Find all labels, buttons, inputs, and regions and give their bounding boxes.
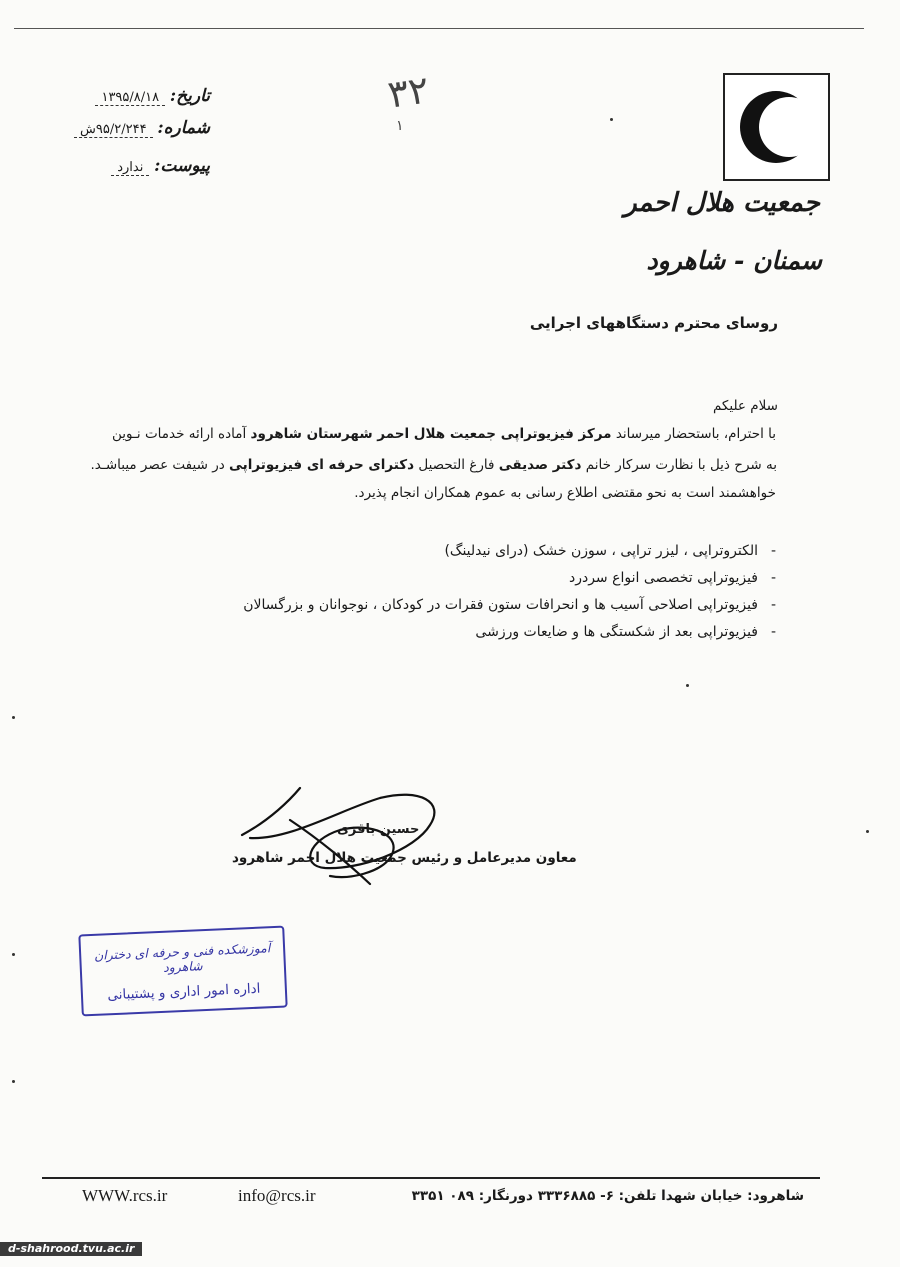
source-watermark: d-shahrood.tvu.ac.ir [0, 1242, 142, 1256]
p1-center-name: مرکز فیزیوتراپی جمعیت هلال احمر شهرستان شاهرود [250, 426, 612, 442]
recipient-heading: روسای محترم دستگاههای اجرایی [529, 314, 778, 332]
list-item: -الکتروتراپی ، لیزر تراپی ، سوزن خشک (درای نیدلینگ) [444, 543, 776, 559]
date-label: تاریخ: [169, 86, 210, 106]
list-item: -فیزیوتراپی بعد از شکستگی ها و ضایعات ورزشی [475, 624, 776, 640]
service-text: الکتروتراپی ، لیزر تراپی ، سوزن خشک (درای نیدلینگ) [444, 543, 758, 559]
p2-doctor-name: دکتر صدیقی [498, 457, 582, 473]
signatory-name: حسین باقری [337, 822, 420, 837]
stamp-line-1: آموزشکده فنی و حرفه ای دختران شاهرود [93, 940, 271, 975]
scan-speck [12, 1080, 15, 1083]
scan-speck [610, 118, 613, 121]
meta-date [50, 86, 210, 106]
footer-website: WWW.rcs.ir [82, 1186, 168, 1205]
red-crescent-logo [723, 73, 830, 181]
footer-divider [42, 1177, 820, 1179]
list-item: -فیزیوتراپی تخصصی انواع سردرد [568, 570, 776, 586]
blue-stamp [78, 926, 287, 1017]
greeting: سلام علیکم [712, 398, 778, 414]
crescent-icon [725, 75, 828, 179]
meta-attachment [50, 156, 210, 176]
services-list [176, 538, 776, 646]
handwritten-small-mark: ١ [396, 118, 404, 134]
paragraph-line-2 [91, 457, 778, 473]
top-edge-line [14, 28, 864, 29]
p2-text-e: در شیفت عصر میباشـد. [90, 457, 230, 473]
number-value: ۹۵/۲/۲۴۴ش [74, 122, 153, 138]
stamp-line-2: اداره امور اداری و پشتیبانی [107, 980, 261, 1004]
scan-speck [12, 716, 15, 719]
service-text: فیزیوتراپی بعد از شکستگی ها و ضایعات ورزشی [475, 624, 758, 640]
service-text: فیزیوتراپی تخصصی انواع سردرد [568, 570, 758, 586]
p1-text-a: با احترام، باستحضار میرساند [611, 426, 776, 442]
footer-email: info@rcs.ir [238, 1186, 316, 1205]
service-text: فیزیوتراپی اصلاحی آسیب ها و انحرافات ستون فقرات در کودکان ، نوجوانان و بزرگسالان [243, 597, 758, 613]
meta-number [50, 118, 210, 138]
signatory-title: معاون مدیرعامل و رئیس جمعیت هلال احمر شاهرود [232, 850, 577, 866]
p2-text-c: فارغ التحصیل [414, 457, 499, 473]
org-city: سمنان - شاهرود [646, 246, 822, 275]
list-item: -فیزیوتراپی اصلاحی آسیب ها و انحرافات ستون فقرات در کودکان ، نوجوانان و بزرگسالان [243, 597, 776, 613]
p2-degree: دکترای حرفه ای فیزیوتراپی [229, 457, 415, 473]
p2-text-a: به شرح ذیل با نظارت سرکار خانم [581, 457, 777, 473]
scan-speck [12, 953, 15, 956]
scan-speck [686, 684, 689, 687]
footer-address: شاهرود: خیابان شهدا تلفن: ۶- ۳۳۳۶۸۸۵ دورنگار: ۰۸۹ ۳۳۵۱ [411, 1188, 804, 1204]
date-value: ۱۳۹۵/۸/۱۸ [95, 90, 165, 106]
number-label: شماره: [157, 118, 210, 138]
attachment-value: ندارد [111, 160, 149, 176]
attachment-label: پیوست: [154, 156, 210, 176]
paragraph-line-1 [112, 426, 776, 442]
scan-speck [866, 830, 869, 833]
org-name: جمعیت هلال احمر [624, 188, 820, 218]
p1-text-c: آماده ارائه خدمات نـوین [111, 426, 251, 442]
paragraph-line-3: خواهشمند است به نحو مقتضی اطلاع رسانی به عموم همکاران انجام پذیرد. [354, 485, 776, 501]
handwritten-number: ۳۲ [385, 67, 432, 117]
